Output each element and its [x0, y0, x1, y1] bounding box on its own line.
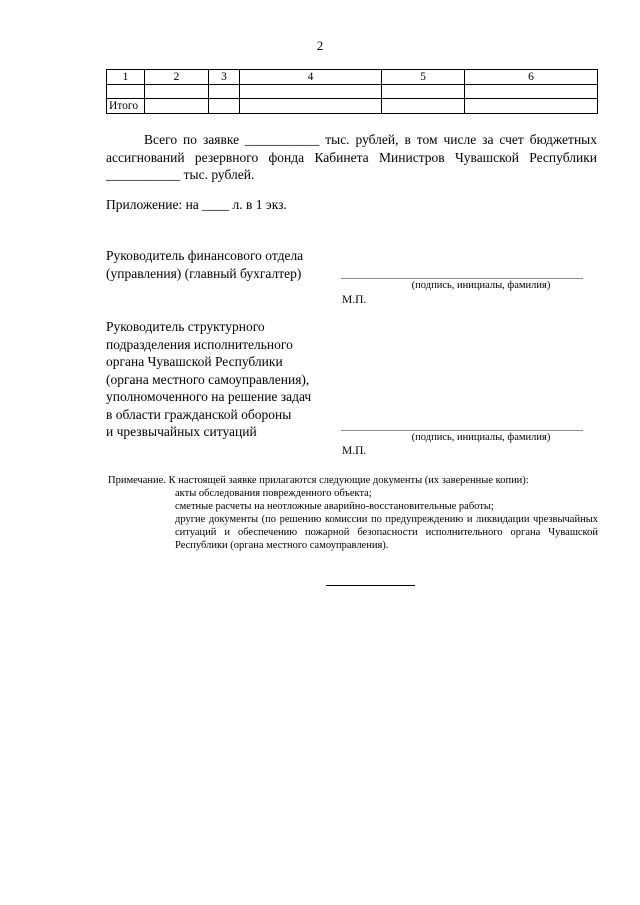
table-header-cell: 1: [107, 70, 145, 85]
signatory-line: органа Чувашской Республики: [106, 354, 283, 369]
signatory-line: (органа местного самоуправления),: [106, 371, 310, 387]
table-cell: [209, 99, 240, 114]
stamp-place: М.П.: [342, 294, 367, 306]
table-header-cell: 2: [145, 70, 209, 85]
signatory-structural-head: [106, 318, 346, 441]
note-block: [108, 474, 598, 552]
table-cell: [107, 85, 145, 99]
table-row: [107, 85, 598, 99]
signatory-line: в области гражданской обороны: [106, 406, 292, 422]
signatory-line: уполномоченного на решение задач: [106, 389, 312, 404]
table-header-cell: 4: [240, 70, 382, 85]
table-cell: [465, 99, 598, 114]
signature-line: [341, 430, 583, 431]
signatory-line: Руководитель финансового отдела: [106, 248, 304, 263]
signature-caption: (подпись, инициалы, фамилия): [411, 280, 551, 291]
summary-paragraph: Всего по заявке ___________ тыс. рублей, в том числе за счет бюджетных ассигнований резервного фонда Кабинета Министров Чувашской Республики ___________ тыс. рублей.: [106, 132, 597, 182]
budget-table: [106, 69, 598, 114]
signatory-line: Руководитель структурного: [106, 319, 265, 334]
table-header-cell: 6: [465, 70, 598, 85]
table-header-cell: 3: [209, 70, 240, 85]
total-label: Итого: [107, 99, 145, 114]
table-cell: [465, 85, 598, 99]
note-item: другие документы (по решению комиссии по предупреждению и ликвидации чрезвычайных ситуаций и обеспечению пожарной безопасности исполнительного органа Чувашской Республики (органа местного самоуправления).: [175, 514, 598, 551]
table-cell: [145, 85, 209, 99]
table-cell: [209, 85, 240, 99]
signature-caption: (подпись, инициалы, фамилия): [411, 432, 551, 443]
note-intro: Примечание. К настоящей заявке прилагаются следующие документы (их заверенные копии):: [108, 475, 529, 486]
stamp-place: М.П.: [342, 445, 367, 457]
page-number: 2: [316, 38, 324, 53]
note-item: акты обследования поврежденного объекта;: [175, 488, 372, 499]
signatory-line: (управления) (главный бухгалтер): [106, 265, 302, 281]
table-cell: [240, 99, 382, 114]
attachment-line: Приложение: на ____ л. в 1 экз.: [106, 197, 287, 212]
signatory-finance-head: [106, 247, 346, 282]
note-item: сметные расчеты на неотложные аварийно-восстановительные работы;: [175, 501, 494, 512]
signatory-line: подразделения исполнительного: [106, 336, 293, 352]
signatory-line: и чрезвычайных ситуаций: [106, 424, 257, 439]
end-divider: [326, 585, 415, 586]
table-cell: [382, 99, 465, 114]
table-cell: [145, 99, 209, 114]
table-cell: [240, 85, 382, 99]
table-cell: [382, 85, 465, 99]
signature-line: [341, 278, 583, 279]
table-header-cell: 5: [382, 70, 465, 85]
table-header-row: [107, 70, 598, 85]
table-total-row: [107, 99, 598, 114]
